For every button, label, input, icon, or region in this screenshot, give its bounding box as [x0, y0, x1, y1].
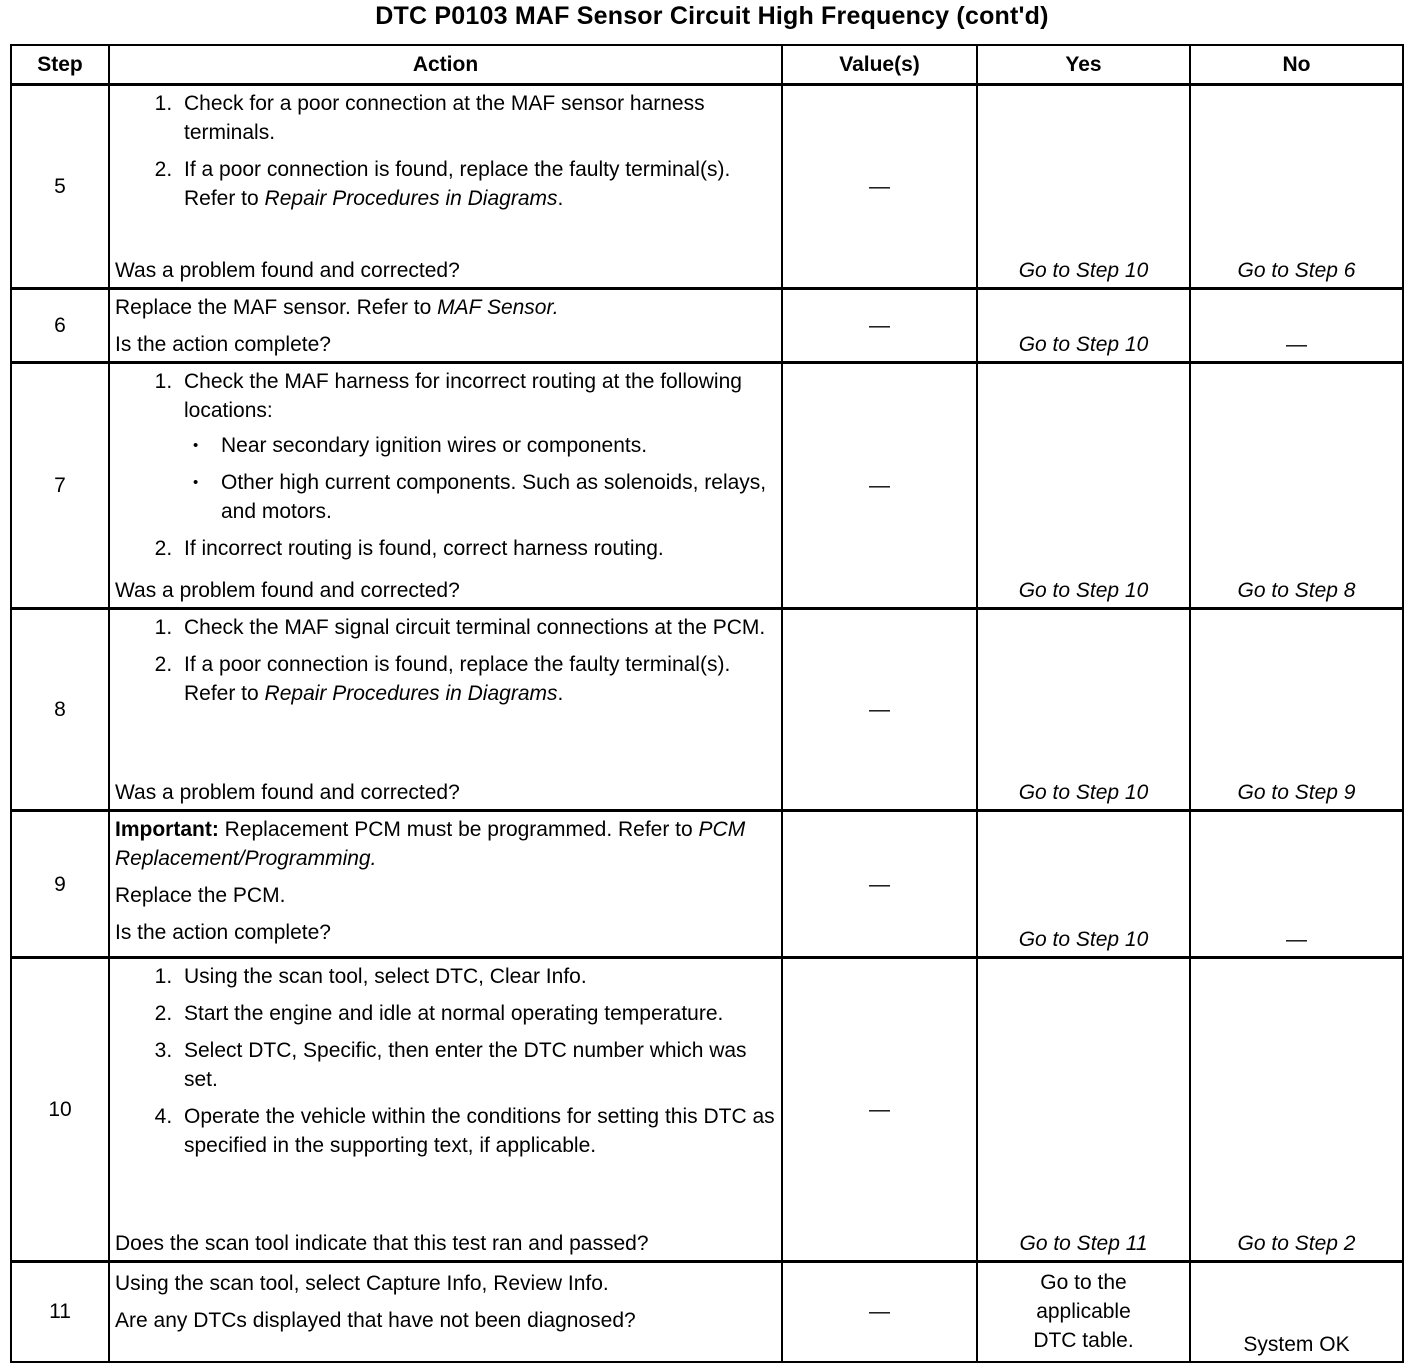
table-row-step-7	[11, 363, 1403, 609]
table-row-step-11	[11, 1262, 1403, 1362]
action-cell	[109, 363, 782, 609]
yes-cell[interactable]: Go to Step 10	[977, 609, 1190, 811]
yes-cell[interactable]: Go to Step 10	[977, 363, 1190, 609]
no-cell[interactable]: Go to Step 9	[1190, 609, 1403, 811]
action-item: 2. If a poor connection is found, replace the faulty terminal(s). Refer to Repair Procedures in Diagrams.	[178, 650, 777, 708]
action-item: 2. Start the engine and idle at normal operating temperature.	[178, 999, 777, 1028]
value-cell: —	[782, 289, 977, 363]
action-cell	[109, 609, 782, 811]
important-label: Important:	[115, 818, 219, 841]
reference-link[interactable]: PCM Replacement/Programming.	[115, 818, 746, 870]
no-cell: —	[1190, 289, 1403, 363]
action-text: Using the scan tool, select Capture Info, Review Info.	[115, 1272, 609, 1295]
action-cell	[109, 811, 782, 958]
action-item: 1. Check for a poor connection at the MAF sensor harness terminals.	[178, 89, 777, 147]
page-title: DTC P0103 MAF Sensor Circuit High Frequency (cont'd)	[375, 2, 1049, 30]
reference-link[interactable]: Repair Procedures in Diagrams	[264, 682, 558, 705]
value-cell: —	[782, 363, 977, 609]
action-item: 1. Check the MAF harness for incorrect routing at the following locations: • Near secondary ignition wires or components. • Other high current components. Such as solenoids, relays, and motors.	[178, 367, 777, 526]
bullet-list	[184, 431, 777, 526]
bullet-item: • Other high current components. Such as solenoids, relays, and motors.	[217, 468, 777, 526]
action-text: Replace the MAF sensor. Refer to MAF Sensor.	[115, 296, 559, 319]
action-question: Was a problem found and corrected?	[115, 579, 460, 602]
step-number: 11	[11, 1262, 109, 1362]
reference-link[interactable]: Repair Procedures in Diagrams	[264, 187, 558, 210]
reference-link[interactable]: MAF Sensor.	[437, 296, 559, 319]
action-item: 2. If a poor connection is found, replace the faulty terminal(s). Refer to Repair Procedures in Diagrams.	[178, 155, 777, 213]
action-cell	[109, 958, 782, 1262]
value-cell: —	[782, 609, 977, 811]
step-number: 7	[11, 363, 109, 609]
action-cell	[109, 289, 782, 363]
action-cell	[109, 1262, 782, 1362]
yes-cell[interactable]: Go to Step 10	[977, 85, 1190, 289]
yes-cell[interactable]: Go to the applicable DTC table.	[977, 1262, 1190, 1362]
table-row-step-10	[11, 958, 1403, 1262]
step-number: 5	[11, 85, 109, 289]
step-number: 10	[11, 958, 109, 1262]
action-question: Was a problem found and corrected?	[115, 259, 460, 282]
action-item: 2. If incorrect routing is found, correct harness routing.	[178, 534, 777, 563]
action-question: Are any DTCs displayed that have not been diagnosed?	[115, 1309, 636, 1332]
action-question: Is the action complete?	[115, 921, 331, 944]
action-item: 1. Using the scan tool, select DTC, Clear Info.	[178, 962, 777, 991]
header-yes: Yes	[977, 45, 1190, 85]
action-steps	[115, 89, 777, 217]
table-row-step-8	[11, 609, 1403, 811]
value-cell: —	[782, 811, 977, 958]
diagnostic-table	[10, 44, 1404, 1363]
step-number: 9	[11, 811, 109, 958]
action-steps	[115, 962, 777, 1164]
table-row-step-5	[11, 85, 1403, 289]
step-number: 6	[11, 289, 109, 363]
no-cell[interactable]: Go to Step 6	[1190, 85, 1403, 289]
header-values: Value(s)	[782, 45, 977, 85]
header-row	[11, 45, 1403, 85]
action-item: 3. Select DTC, Specific, then enter the DTC number which was set.	[178, 1036, 777, 1094]
yes-cell[interactable]: Go to Step 10	[977, 811, 1190, 958]
header-action: Action	[109, 45, 782, 85]
bullet-item: • Near secondary ignition wires or components.	[217, 431, 777, 460]
important-note: Important: Replacement PCM must be programmed. Refer to PCM Replacement/Programming.	[115, 818, 746, 870]
action-question: Was a problem found and corrected?	[115, 781, 460, 804]
action-question: Is the action complete?	[115, 333, 331, 356]
action-question: Does the scan tool indicate that this test ran and passed?	[115, 1232, 649, 1255]
value-cell: —	[782, 958, 977, 1262]
value-cell: —	[782, 85, 977, 289]
no-cell: —	[1190, 811, 1403, 958]
action-item: 4. Operate the vehicle within the conditions for setting this DTC as specified in the supporting text, if applicable.	[178, 1102, 777, 1160]
header-step: Step	[11, 45, 109, 85]
action-cell	[109, 85, 782, 289]
header-no: No	[1190, 45, 1403, 85]
step-number: 8	[11, 609, 109, 811]
table-row-step-9	[11, 811, 1403, 958]
action-item: 1. Check the MAF signal circuit terminal connections at the PCM.	[178, 613, 777, 642]
yes-cell[interactable]: Go to Step 11	[977, 958, 1190, 1262]
table-row-step-6	[11, 289, 1403, 363]
action-text: Replace the PCM.	[115, 884, 286, 907]
no-cell[interactable]: Go to Step 8	[1190, 363, 1403, 609]
yes-cell[interactable]: Go to Step 10	[977, 289, 1190, 363]
no-cell: System OK	[1190, 1262, 1403, 1362]
action-steps	[115, 613, 777, 712]
no-cell[interactable]: Go to Step 2	[1190, 958, 1403, 1262]
value-cell: —	[782, 1262, 977, 1362]
action-steps	[115, 367, 777, 567]
